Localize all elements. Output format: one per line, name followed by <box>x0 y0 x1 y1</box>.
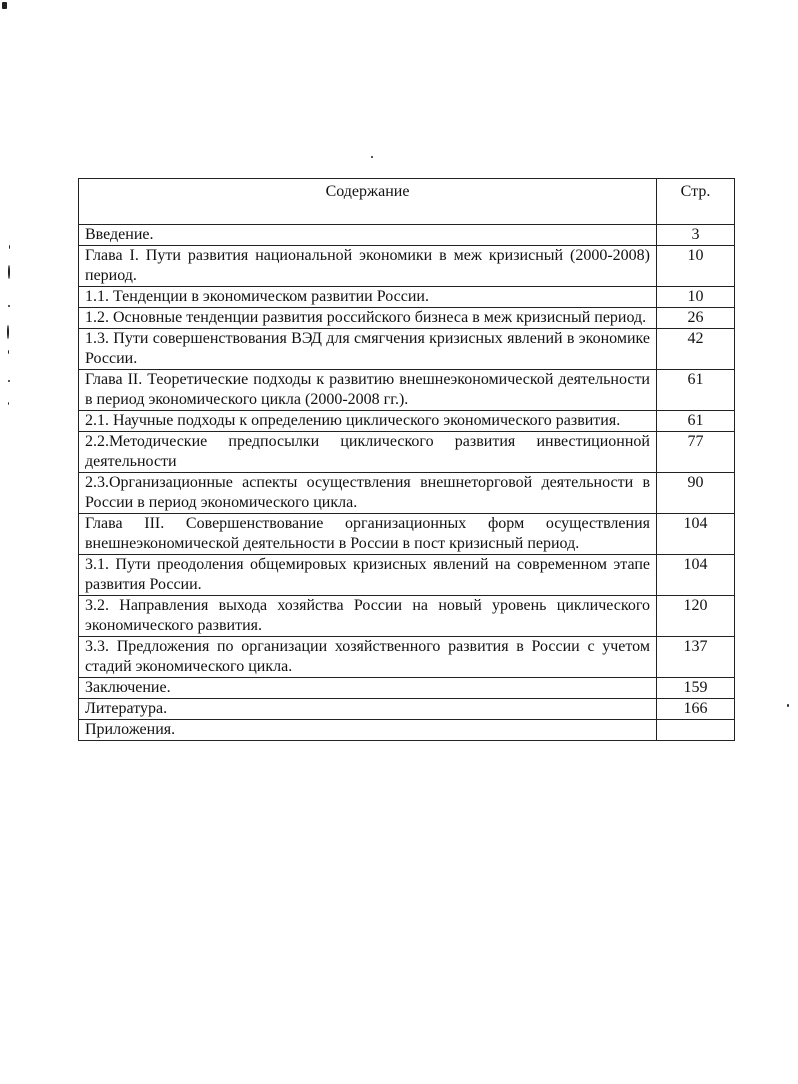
row-title: 2.1. Научные подходы к определению циклического экономического развития. <box>79 411 657 432</box>
row-page: 61 <box>657 411 735 432</box>
row-title: 1.3. Пути совершенствования ВЭД для смягчения кризисных явлений в экономике России. <box>79 329 657 370</box>
scan-speck <box>8 350 9 354</box>
scan-speck <box>8 380 10 382</box>
table-row <box>79 720 735 741</box>
row-page: 10 <box>657 287 735 308</box>
row-page: 10 <box>657 246 735 287</box>
row-page: 26 <box>657 308 735 329</box>
table-row <box>79 370 735 411</box>
scan-speck <box>2 2 7 9</box>
row-page: 3 <box>657 225 735 246</box>
row-page <box>657 720 735 741</box>
table-row <box>79 473 735 514</box>
table-row <box>79 329 735 370</box>
scan-speck <box>7 325 9 339</box>
scan-speck <box>8 305 10 307</box>
table-row <box>79 514 735 555</box>
row-title: 1.2. Основные тенденции развития российского бизнеса в меж кризисный период. <box>79 308 657 329</box>
row-title: 3.1. Пути преодоления общемировых кризисных явлений на современном этапе развития России. <box>79 555 657 596</box>
row-page: 159 <box>657 678 735 699</box>
table-row <box>79 308 735 329</box>
row-title: 2.2.Методические предпосылки циклического развития инвестиционной деятельности <box>79 432 657 473</box>
table-row <box>79 246 735 287</box>
table-row <box>79 225 735 246</box>
scan-speck <box>8 265 10 279</box>
row-page: 120 <box>657 596 735 637</box>
row-page: 61 <box>657 370 735 411</box>
header-title: Содержание <box>79 179 657 225</box>
header-page: Стр. <box>657 179 735 225</box>
row-title: 2.3.Организационные аспекты осуществления внешнеторговой деятельности в России в период экономического цикла. <box>79 473 657 514</box>
scan-speck <box>371 156 373 158</box>
row-title: 1.1. Тенденции в экономическом развитии России. <box>79 287 657 308</box>
row-title: Введение. <box>79 225 657 246</box>
row-page: 90 <box>657 473 735 514</box>
header-row <box>79 179 735 225</box>
row-title: Заключение. <box>79 678 657 699</box>
row-title: Приложения. <box>79 720 657 741</box>
row-title: 3.3. Предложения по организации хозяйственного развития в России с учетом стадий экономического цикла. <box>79 637 657 678</box>
row-page: 137 <box>657 637 735 678</box>
row-page: 104 <box>657 555 735 596</box>
scan-speck <box>787 704 789 707</box>
row-title: Глава I. Пути развития национальной экономики в меж кризисный (2000-2008) период. <box>79 246 657 287</box>
table-row <box>79 699 735 720</box>
row-title: Глава III. Совершенствование организационных форм осуществления внешнеэкономической деятельности в России в пост кризисный период. <box>79 514 657 555</box>
scan-speck <box>9 245 10 249</box>
row-title: Литература. <box>79 699 657 720</box>
row-page: 166 <box>657 699 735 720</box>
table-row <box>79 411 735 432</box>
row-page: 104 <box>657 514 735 555</box>
table-row <box>79 555 735 596</box>
table-row <box>79 432 735 473</box>
row-title: Глава II. Теоретические подходы к развитию внешнеэкономической деятельности в период экономического цикла (2000-2008 гг.). <box>79 370 657 411</box>
row-page: 77 <box>657 432 735 473</box>
row-title: 3.2. Направления выхода хозяйства России на новый уровень циклического экономического развития. <box>79 596 657 637</box>
table-row <box>79 287 735 308</box>
table-of-contents <box>78 178 735 741</box>
table-row <box>79 596 735 637</box>
table-row <box>79 637 735 678</box>
row-page: 42 <box>657 329 735 370</box>
table-row <box>79 678 735 699</box>
scan-speck <box>8 402 9 405</box>
